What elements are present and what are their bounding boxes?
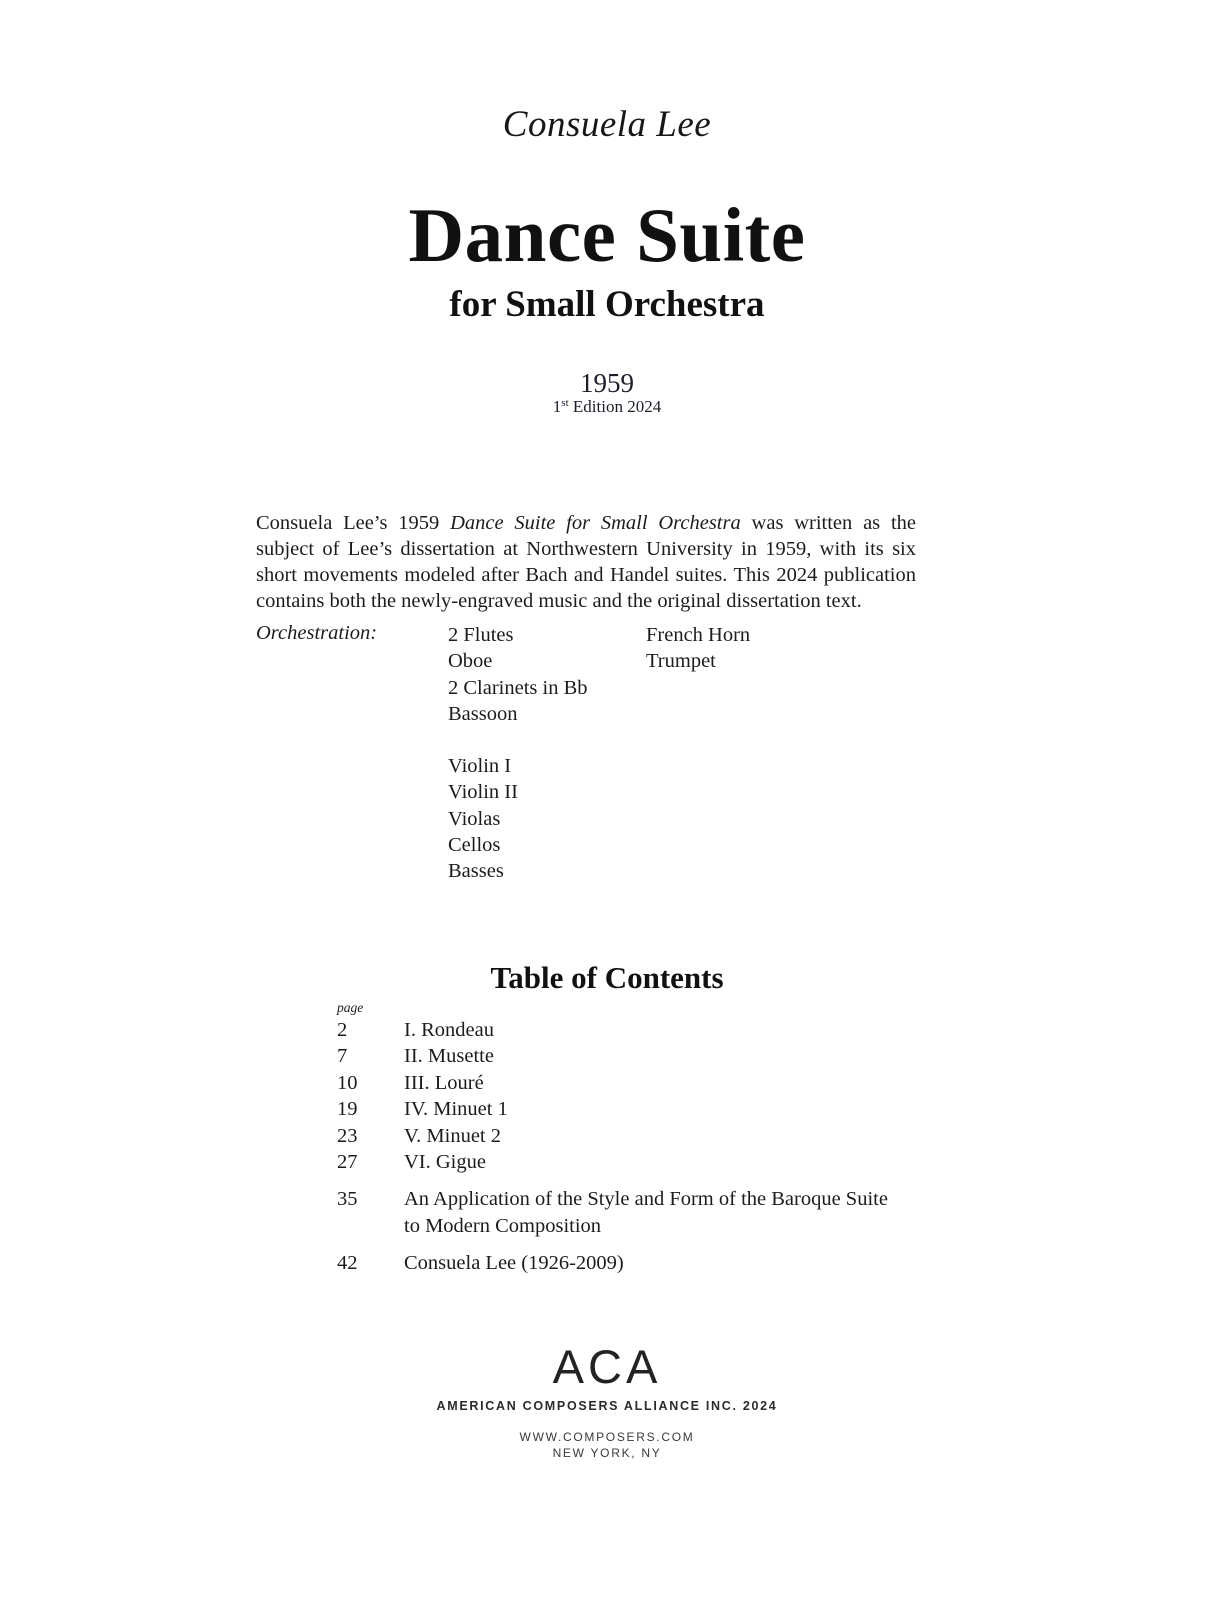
toc-entry-title: V. Minuet 2	[404, 1124, 502, 1147]
edition-prefix: 1	[552, 397, 562, 416]
toc-row[interactable]	[337, 1096, 897, 1122]
toc-page-number: 2	[337, 1019, 348, 1041]
toc-row[interactable]	[337, 1186, 897, 1239]
toc-entry-title: VI. Gigue	[404, 1151, 486, 1174]
page-title: Dance Suite	[408, 192, 806, 278]
toc-entry-title: An Application of the Style and Form of the Baroque Suite to Modern Composition	[404, 1188, 888, 1237]
composition-year: 1959	[580, 368, 634, 398]
table-of-contents-heading: Table of Contents	[490, 960, 724, 995]
instrument-item: 2 Clarinets in Bb	[448, 676, 588, 699]
toc-row[interactable]	[337, 1070, 897, 1096]
instrument-item: French Horn	[646, 624, 751, 646]
edition-suffix: Edition 2024	[568, 397, 662, 416]
toc-page-number: 7	[337, 1045, 348, 1068]
edition-ordinal-suffix: st	[561, 397, 569, 409]
instrument-item: Trumpet	[646, 650, 716, 673]
description-paragraph	[256, 510, 916, 614]
instrument-item: Cellos	[448, 834, 501, 857]
toc-row[interactable]	[337, 1123, 897, 1149]
toc-entry-title: II. Musette	[404, 1045, 494, 1068]
toc-page-column-label: page	[337, 1000, 364, 1015]
publisher-name: AMERICAN COMPOSERS ALLIANCE INC. 2024	[436, 1399, 778, 1413]
description-part-1: Consuela Lee’s 1959	[256, 511, 451, 534]
description-work-title: Dance Suite for Small Orchestra	[450, 511, 741, 534]
instrument-item: Oboe	[448, 650, 493, 673]
page-subtitle: for Small Orchestra	[449, 284, 765, 325]
composer-name: Consuela Lee	[502, 104, 712, 145]
toc-row[interactable]	[337, 1017, 897, 1043]
toc-row[interactable]	[337, 1250, 897, 1276]
toc-page-number: 27	[337, 1151, 358, 1174]
description-part-2: was written as the subject of Lee’s dissertation at Northwestern University in 1959, with its six short movements modeled after Bach and Handel suites. This 2024 publication contains both the newly-engraved music and the original dissertation text.	[256, 511, 916, 612]
instrument-item: Violin I	[448, 755, 512, 778]
orchestration-group-spacer	[448, 727, 588, 753]
publisher-website: WWW.COMPOSERS.COM	[519, 1430, 695, 1444]
toc-page-number: 10	[337, 1071, 358, 1094]
table-of-contents	[337, 1000, 897, 1277]
toc-entry-title: I. Rondeau	[404, 1019, 494, 1041]
aca-logo: ACA	[552, 1340, 662, 1393]
orchestration-column-left	[448, 622, 588, 885]
toc-page-number: 19	[337, 1098, 358, 1121]
toc-row[interactable]	[337, 1043, 897, 1069]
toc-entry-title: III. Louré	[404, 1071, 484, 1094]
toc-row[interactable]	[337, 1149, 897, 1175]
instrument-item: Bassoon	[448, 702, 518, 725]
toc-entry-title: Consuela Lee (1926-2009)	[404, 1252, 624, 1275]
publisher-location: NEW YORK, NY	[552, 1446, 662, 1460]
toc-page-number: 23	[337, 1124, 358, 1147]
toc-page-number: 42	[337, 1252, 358, 1275]
toc-page-number: 35	[337, 1188, 358, 1211]
orchestration-label: Orchestration:	[256, 622, 378, 644]
toc-entry-title: IV. Minuet 1	[404, 1098, 508, 1121]
instrument-item: 2 Flutes	[448, 624, 514, 646]
orchestration-column-right	[646, 622, 750, 675]
instrument-item: Violas	[448, 807, 501, 830]
instrument-item: Violin II	[448, 781, 518, 804]
edition-line	[0, 397, 1214, 417]
instrument-item: Basses	[448, 860, 504, 883]
